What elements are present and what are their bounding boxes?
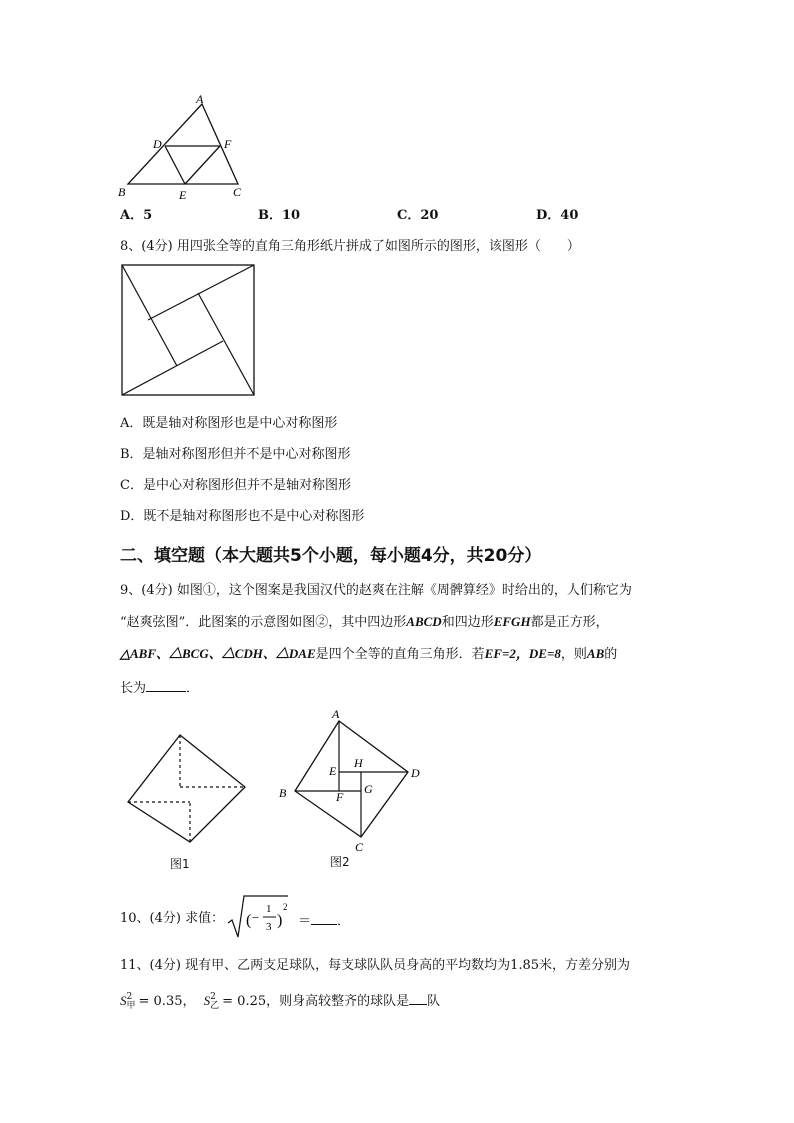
q7-label-b: B: [118, 185, 126, 199]
q9-line-3: △ABF、△BCG、△CDH、△DAE是四个全等的直角三角形．若EF=2，DE=8，则AB的: [120, 646, 618, 662]
q11-line-1: 11、(4分) 现有甲、乙两支足球队，每支球队队员身高的平均数均为1.85米，方差分别为: [120, 958, 631, 973]
q10-exponent: 2: [283, 902, 288, 912]
q7-label-a: A: [196, 92, 204, 106]
q9-fig2-label-d: D: [411, 766, 420, 780]
q9-fig2-label-b: B: [279, 786, 287, 800]
q11-answer-blank[interactable]: [409, 990, 427, 1005]
q8-stem: 8、(4分) 用四张全等的直角三角形纸片拼成了如图所示的图形，该图形（ ）: [120, 239, 580, 254]
q8-option-b[interactable]: B．是轴对称图形但并不是中心对称图形: [120, 447, 351, 462]
svg-text:): ): [277, 912, 283, 929]
q8-option-c[interactable]: C．是中心对称图形但并不是轴对称图形: [120, 478, 351, 493]
q7-option-a[interactable]: A．5: [120, 208, 153, 223]
q10-answer-blank[interactable]: [311, 910, 337, 925]
q9-figure-2-caption: 图2: [330, 855, 350, 869]
q7-label-d: D: [153, 137, 162, 151]
q10-denominator: 3: [266, 921, 272, 933]
q7-triangle-figure: [115, 92, 255, 204]
q7-label-c: C: [233, 185, 242, 199]
q9-fig2-label-e: E: [329, 764, 337, 778]
q11-line-2: S 2 甲 = 0.35， S 2 乙 = 0.25，则身高较整齐的球队是 队: [120, 991, 441, 1011]
q9-triangles: △ABF、△BCG、△CDH、△DAE: [120, 646, 316, 661]
q7-option-b[interactable]: B．10: [258, 208, 301, 223]
q9-figure-1-caption: 图1: [170, 857, 190, 871]
q10-stem: 10、(4分) 求值：: [120, 911, 225, 926]
q10-numerator: 1: [266, 903, 272, 915]
q9-fig2-label-f: F: [336, 790, 344, 804]
q9-line-2: “赵爽弦图”．此图案的示意图如图②，其中四边形ABCD和四边形EFGH都是正方形，: [120, 614, 609, 630]
svg-text:(: (: [246, 912, 252, 929]
q9-figure-1: [125, 732, 250, 847]
q9-line-1: 9、(4分) 如图①，这个图案是我国汉代的赵爽在注解《周髀算经》时给出的，人们称它为: [120, 583, 632, 598]
q9-fig2-label-h: H: [354, 756, 363, 770]
q7-label-e: E: [179, 188, 187, 202]
q7-label-f: F: [224, 137, 232, 151]
q10-sqrt-expression: [226, 893, 296, 943]
q8-pinwheel-figure: [120, 263, 258, 399]
q10-minus: −: [252, 910, 260, 925]
section-title-fill-in: 二、填空题（本大题共5个小题，每小题4分，共20分）: [120, 546, 542, 566]
q8-option-a[interactable]: A．既是轴对称图形也是中心对称图形: [120, 416, 338, 431]
q8-option-d[interactable]: D．既不是轴对称图形也不是中心对称图形: [120, 509, 365, 524]
q9-fig2-label-a: A: [332, 707, 340, 721]
q10-answer: ＝ ．: [298, 910, 350, 931]
q9-figure-2: [275, 705, 425, 853]
q7-option-d[interactable]: D．40: [536, 208, 579, 223]
q9-line-4: 长为 ．: [120, 677, 199, 698]
q9-fig2-label-g: G: [364, 782, 373, 796]
q9-fig2-label-c: C: [355, 840, 364, 853]
q9-answer-blank[interactable]: [146, 677, 186, 692]
q7-option-c[interactable]: C．20: [397, 208, 439, 223]
